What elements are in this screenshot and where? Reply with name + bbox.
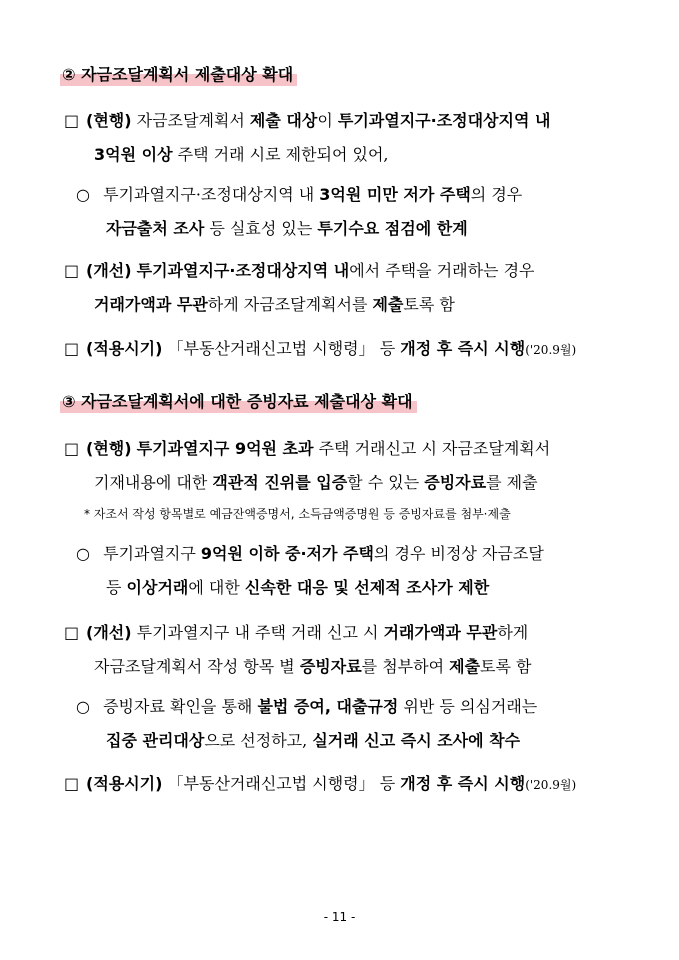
bold-text: 증빙자료: [299, 657, 362, 676]
bold-text: 개정 후 즉시 시행: [400, 339, 526, 358]
circle-marker: ○: [76, 544, 90, 563]
text: 의 경우: [470, 185, 523, 204]
text: 위반 등 의심거래는: [398, 697, 538, 716]
bold-text: 불법 증여, 대출규정: [257, 697, 399, 716]
checkbox-marker: □: [64, 623, 80, 642]
text: 에 대한: [188, 578, 245, 597]
bold-text: 신속한 대응 및 선제적 조사가 제한: [244, 578, 490, 597]
text: 투기과열지구 내 주택 거래 신고 시: [131, 623, 384, 642]
bold-text: 거래가액과 무관: [94, 295, 208, 314]
text: 토록 함: [480, 657, 532, 676]
text: 투기과열지구: [98, 544, 201, 563]
text: 주택 거래 시로 제한되어 있어,: [172, 145, 389, 164]
text: 「부동산거래신고법 시행령」 등: [162, 339, 401, 358]
text: 에서 주택을 거래하는 경우: [349, 261, 535, 280]
bold-text: 3억원 이상: [94, 145, 173, 164]
date-text: ('20.9월): [525, 778, 577, 792]
bold-text: 3억원 미만 저가 주택: [319, 185, 471, 204]
bold-text: 제출: [372, 295, 404, 314]
footnote: [84, 505, 620, 523]
bold-text: 집중 관리대상: [106, 731, 205, 750]
bold-text: 실거래 신고 즉시 조사에 착수: [312, 731, 521, 750]
bold-text: 이상거래: [126, 578, 189, 597]
text: 자금조달계획서: [131, 111, 250, 130]
asterisk-marker: *: [84, 507, 90, 521]
note-text: 자조서 작성 항목별로 예금잔액증명서, 소득금액증명원 등 증빙자료를 첨부·제출: [90, 507, 511, 521]
bold-text: 제출 대상: [249, 111, 318, 130]
bold-text: 거래가액과 무관: [383, 623, 498, 642]
bullet-detail-3: [76, 690, 620, 758]
text: 자금조달계획서 작성 항목 별: [94, 657, 300, 676]
label-improve: (개선): [86, 261, 132, 280]
text: 등 실효성 있는: [204, 219, 318, 238]
text: 를 제출: [486, 473, 538, 492]
label-current: (현행): [86, 439, 132, 458]
text: 기재내용에 대한: [94, 473, 213, 492]
text: 등: [106, 578, 127, 597]
label-timing: (적용시기): [86, 339, 163, 358]
bold-text: 투기수요 점검에 한계: [317, 219, 468, 238]
bold-text: 투기과열지구 9억원 초과: [136, 439, 314, 458]
bold-text: 객관적 진위를 입증: [212, 473, 348, 492]
text: 투기과열지구·조정대상지역 내: [98, 185, 320, 204]
text: 「부동산거래신고법 시행령」 등: [162, 774, 401, 793]
checkbox-marker: □: [64, 774, 80, 793]
text: 증빙자료 확인을 통해: [98, 697, 258, 716]
bullet-improve-2: [64, 254, 620, 322]
bullet-current-3: [64, 432, 620, 500]
checkbox-marker: □: [64, 339, 80, 358]
bullet-problem-3: [76, 537, 620, 605]
label-current: (현행): [86, 111, 132, 130]
circle-marker: ○: [76, 697, 90, 716]
text: 하게 자금조달계획서를: [207, 295, 373, 314]
date-text: ('20.9월): [525, 343, 577, 357]
text: 이: [317, 111, 338, 130]
text: 으로 선정하고,: [204, 731, 313, 750]
bold-text: 투기과열지구·조정대상지역 내: [337, 111, 551, 130]
section-heading-3: ③ 자금조달계획서에 대한 증빙자료 제출대상 확대: [60, 391, 417, 413]
text: 를 첨부하여: [361, 657, 450, 676]
label-improve: (개선): [86, 623, 132, 642]
bullet-timing-2: [64, 332, 620, 367]
page-number: - 11 -: [323, 910, 356, 924]
circle-marker: ○: [76, 185, 90, 204]
bold-text: 자금출처 조사: [106, 219, 205, 238]
text: 할 수 있는: [347, 473, 425, 492]
checkbox-marker: □: [64, 261, 80, 280]
bullet-improve-3: [64, 616, 620, 684]
checkbox-marker: □: [64, 439, 80, 458]
text: 의 경우 비정상 자금조달: [373, 544, 544, 563]
label-timing: (적용시기): [86, 774, 163, 793]
bold-text: 증빙자료: [424, 473, 487, 492]
section-heading-2: ② 자금조달계획서 제출대상 확대: [60, 64, 297, 86]
bold-text: 제출: [449, 657, 481, 676]
text: 하게: [497, 623, 529, 642]
bold-text: 9억원 이하 중·저가 주택: [200, 544, 374, 563]
bullet-timing-3: [64, 767, 620, 802]
bold-text: 개정 후 즉시 시행: [400, 774, 526, 793]
bullet-problem-2: [76, 178, 620, 246]
bold-text: 투기과열지구·조정대상지역 내: [136, 261, 350, 280]
bullet-current-2: [64, 104, 620, 172]
checkbox-marker: □: [64, 111, 80, 130]
text: 토록 함: [403, 295, 455, 314]
text: 주택 거래신고 시 자금조달계획서: [313, 439, 551, 458]
